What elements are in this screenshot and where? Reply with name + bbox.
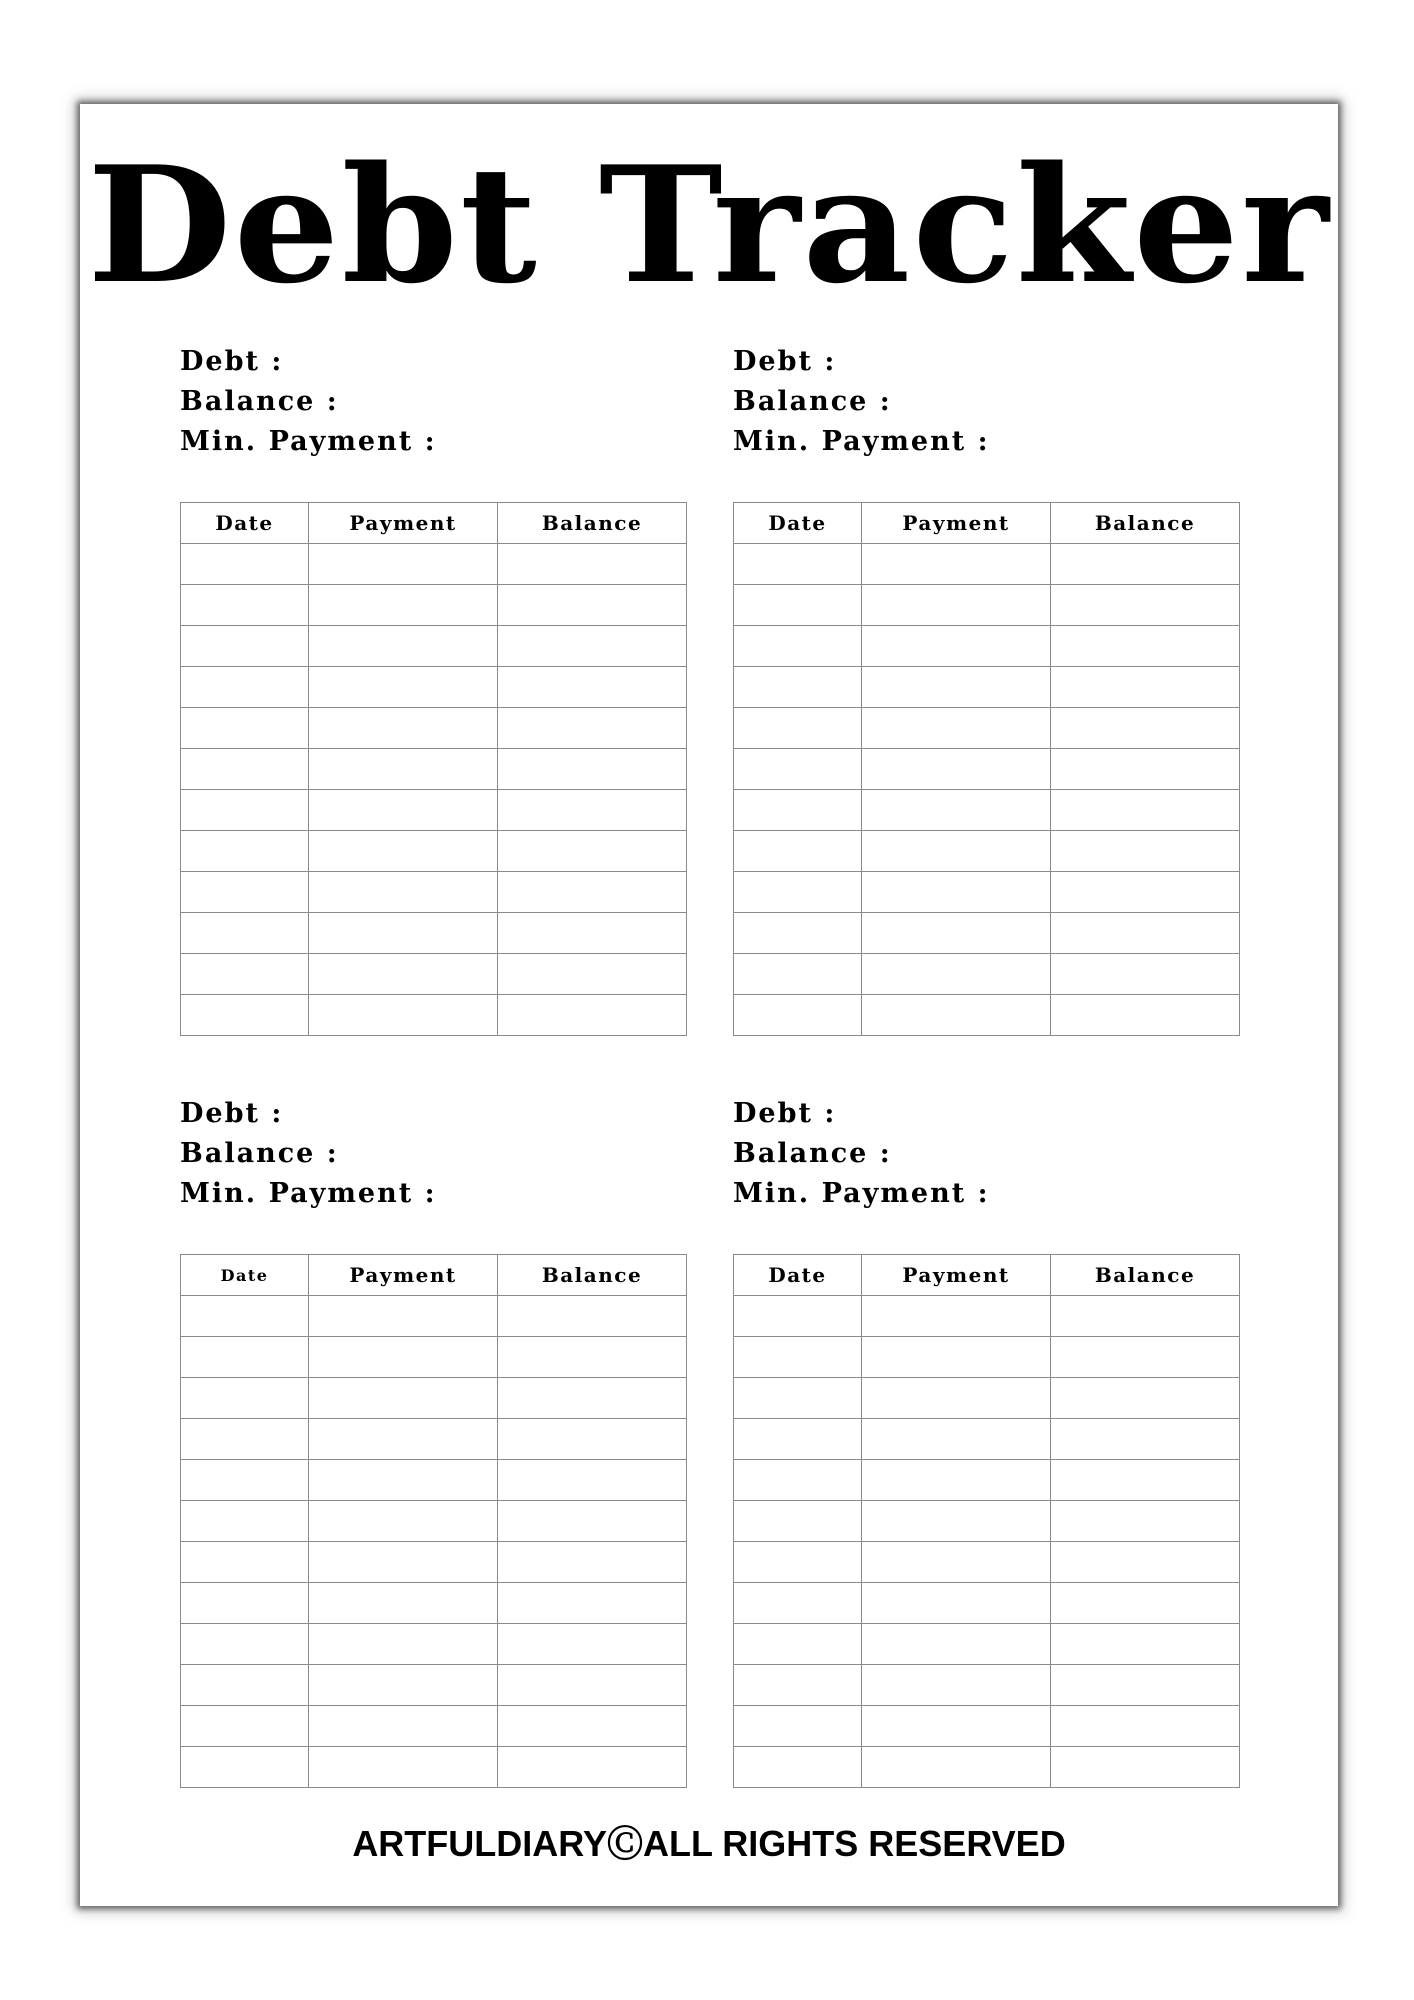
date-cell[interactable] (734, 1747, 862, 1788)
table-row (181, 1542, 687, 1583)
table-row (181, 626, 687, 667)
payment-ledger-table (733, 502, 1240, 1036)
balance-cell[interactable] (1051, 995, 1240, 1036)
balance-cell[interactable] (1051, 1706, 1240, 1747)
payment-cell[interactable] (862, 749, 1051, 790)
table-row (734, 831, 1240, 872)
date-cell[interactable] (734, 831, 862, 872)
payment-cell[interactable] (309, 585, 498, 626)
column-header-balance: Balance (498, 1255, 687, 1296)
payment-cell[interactable] (309, 913, 498, 954)
date-cell[interactable] (734, 1378, 862, 1419)
table-row (734, 1337, 1240, 1378)
balance-cell[interactable] (1051, 544, 1240, 585)
balance-cell[interactable] (498, 1624, 687, 1665)
table-row (181, 585, 687, 626)
payment-cell[interactable] (862, 1665, 1051, 1706)
date-cell[interactable] (181, 1296, 309, 1337)
payment-cell[interactable] (862, 954, 1051, 995)
date-cell[interactable] (181, 831, 309, 872)
debt-info (180, 342, 686, 502)
table-row (734, 585, 1240, 626)
payment-cell[interactable] (862, 1378, 1051, 1419)
min-payment-label: Min. Payment : (180, 426, 437, 457)
table-row (181, 1747, 687, 1788)
date-cell[interactable] (734, 544, 862, 585)
date-cell[interactable] (181, 954, 309, 995)
payment-cell[interactable] (862, 1419, 1051, 1460)
balance-cell[interactable] (1051, 872, 1240, 913)
date-cell[interactable] (734, 585, 862, 626)
debt-block-4 (733, 1094, 1239, 1788)
payment-cell[interactable] (862, 1706, 1051, 1747)
date-cell[interactable] (734, 913, 862, 954)
balance-cell[interactable] (498, 1501, 687, 1542)
debt-info (180, 1094, 686, 1254)
payment-cell[interactable] (862, 790, 1051, 831)
table-row (734, 1460, 1240, 1501)
date-cell[interactable] (181, 667, 309, 708)
payment-cell[interactable] (309, 626, 498, 667)
table-row (181, 1706, 687, 1747)
date-cell[interactable] (734, 1419, 862, 1460)
column-header-balance: Balance (498, 503, 687, 544)
table-row (734, 872, 1240, 913)
table-row (734, 1747, 1240, 1788)
payment-cell[interactable] (862, 1460, 1051, 1501)
payment-cell[interactable] (862, 872, 1051, 913)
table-row (181, 790, 687, 831)
balance-cell[interactable] (498, 995, 687, 1036)
table-row (181, 913, 687, 954)
balance-cell[interactable] (1051, 954, 1240, 995)
payment-ledger-table (180, 1254, 687, 1788)
payment-cell[interactable] (309, 1501, 498, 1542)
table-header-row (181, 1255, 687, 1296)
date-cell[interactable] (181, 1542, 309, 1583)
table-row (734, 1665, 1240, 1706)
payment-cell[interactable] (309, 1378, 498, 1419)
min-payment-label: Min. Payment : (733, 1178, 990, 1209)
date-cell[interactable] (181, 1624, 309, 1665)
balance-cell[interactable] (498, 585, 687, 626)
payment-cell[interactable] (309, 667, 498, 708)
ledger-rows (181, 544, 687, 1036)
column-header-payment: Payment (309, 1255, 498, 1296)
balance-cell[interactable] (1051, 749, 1240, 790)
table-row (181, 1624, 687, 1665)
payment-cell[interactable] (309, 1747, 498, 1788)
table-row (181, 1419, 687, 1460)
payment-ledger-table (180, 502, 687, 1036)
date-cell[interactable] (734, 1583, 862, 1624)
balance-cell[interactable] (1051, 585, 1240, 626)
table-row (181, 995, 687, 1036)
payment-cell[interactable] (862, 626, 1051, 667)
payment-cell[interactable] (309, 749, 498, 790)
debt-block-3 (180, 1094, 686, 1788)
debt-block-1 (180, 342, 686, 1036)
balance-cell[interactable] (1051, 1501, 1240, 1542)
payment-ledger-table (733, 1254, 1240, 1788)
date-cell[interactable] (734, 708, 862, 749)
balance-cell[interactable] (1051, 1542, 1240, 1583)
table-row (734, 1419, 1240, 1460)
balance-cell[interactable] (1051, 1378, 1240, 1419)
payment-cell[interactable] (309, 1460, 498, 1501)
payment-cell[interactable] (309, 544, 498, 585)
column-header-payment: Payment (862, 1255, 1051, 1296)
date-cell[interactable] (181, 1583, 309, 1624)
date-cell[interactable] (181, 1665, 309, 1706)
debt-label: Debt : (733, 1098, 837, 1129)
date-cell[interactable] (181, 1378, 309, 1419)
balance-cell[interactable] (498, 1460, 687, 1501)
date-cell[interactable] (734, 995, 862, 1036)
min-payment-label: Min. Payment : (180, 1178, 437, 1209)
debt-label: Debt : (180, 1098, 284, 1129)
balance-cell[interactable] (498, 1747, 687, 1788)
payment-cell[interactable] (862, 1337, 1051, 1378)
table-row (734, 1542, 1240, 1583)
ledger-rows (181, 1296, 687, 1788)
date-cell[interactable] (734, 790, 862, 831)
debt-label: Debt : (733, 346, 837, 377)
balance-cell[interactable] (498, 667, 687, 708)
balance-cell[interactable] (1051, 831, 1240, 872)
payment-cell[interactable] (309, 954, 498, 995)
table-row (181, 1337, 687, 1378)
date-cell[interactable] (181, 1419, 309, 1460)
payment-cell[interactable] (309, 790, 498, 831)
date-cell[interactable] (734, 1296, 862, 1337)
balance-cell[interactable] (498, 790, 687, 831)
table-row (181, 831, 687, 872)
payment-cell[interactable] (309, 1583, 498, 1624)
date-cell[interactable] (734, 954, 862, 995)
table-row (181, 954, 687, 995)
balance-cell[interactable] (1051, 708, 1240, 749)
date-cell[interactable] (181, 1706, 309, 1747)
date-cell[interactable] (734, 1501, 862, 1542)
balance-cell[interactable] (1051, 1419, 1240, 1460)
balance-cell[interactable] (1051, 1624, 1240, 1665)
payment-cell[interactable] (309, 1337, 498, 1378)
balance-cell[interactable] (498, 1665, 687, 1706)
balance-cell[interactable] (498, 1542, 687, 1583)
payment-cell[interactable] (862, 1583, 1051, 1624)
payment-cell[interactable] (309, 1296, 498, 1337)
date-cell[interactable] (181, 790, 309, 831)
payment-cell[interactable] (862, 667, 1051, 708)
payment-cell[interactable] (309, 831, 498, 872)
column-header-date: Date (181, 1255, 309, 1296)
balance-cell[interactable] (498, 749, 687, 790)
debt-info (733, 1094, 1239, 1254)
payment-cell[interactable] (309, 872, 498, 913)
payment-cell[interactable] (862, 995, 1051, 1036)
column-header-date: Date (181, 503, 309, 544)
payment-cell[interactable] (309, 1706, 498, 1747)
column-header-date: Date (734, 1255, 862, 1296)
balance-cell[interactable] (1051, 626, 1240, 667)
date-cell[interactable] (734, 1460, 862, 1501)
balance-cell[interactable] (498, 1337, 687, 1378)
balance-cell[interactable] (1051, 1583, 1240, 1624)
table-row (734, 790, 1240, 831)
debt-info (733, 342, 1239, 502)
table-row (734, 667, 1240, 708)
payment-cell[interactable] (862, 1747, 1051, 1788)
table-row (734, 1378, 1240, 1419)
table-row (181, 544, 687, 585)
table-row (181, 1583, 687, 1624)
date-cell[interactable] (734, 626, 862, 667)
date-cell[interactable] (181, 872, 309, 913)
table-row (181, 1460, 687, 1501)
balance-label: Balance : (180, 1138, 339, 1169)
balance-cell[interactable] (1051, 1337, 1240, 1378)
payment-cell[interactable] (862, 831, 1051, 872)
payment-cell[interactable] (862, 1296, 1051, 1337)
date-cell[interactable] (181, 1337, 309, 1378)
table-row (734, 913, 1240, 954)
balance-cell[interactable] (498, 544, 687, 585)
table-row (181, 1378, 687, 1419)
date-cell[interactable] (181, 1747, 309, 1788)
payment-cell[interactable] (309, 1624, 498, 1665)
payment-cell[interactable] (862, 1501, 1051, 1542)
date-cell[interactable] (181, 544, 309, 585)
table-row (734, 1706, 1240, 1747)
balance-cell[interactable] (498, 831, 687, 872)
table-row (734, 708, 1240, 749)
payment-cell[interactable] (862, 585, 1051, 626)
debt-block-2 (733, 342, 1239, 1036)
table-row (181, 749, 687, 790)
date-cell[interactable] (734, 1706, 862, 1747)
date-cell[interactable] (734, 1337, 862, 1378)
payment-cell[interactable] (862, 544, 1051, 585)
table-row (734, 1296, 1240, 1337)
table-row (734, 1501, 1240, 1542)
balance-cell[interactable] (498, 708, 687, 749)
date-cell[interactable] (181, 626, 309, 667)
balance-label: Balance : (733, 1138, 892, 1169)
balance-cell[interactable] (498, 1296, 687, 1337)
payment-cell[interactable] (309, 995, 498, 1036)
balance-label: Balance : (180, 386, 339, 417)
table-row (181, 1501, 687, 1542)
date-cell[interactable] (181, 1501, 309, 1542)
column-header-payment: Payment (309, 503, 498, 544)
ledger-rows (734, 544, 1240, 1036)
date-cell[interactable] (181, 585, 309, 626)
printable-sheet (80, 104, 1338, 1906)
date-cell[interactable] (181, 913, 309, 954)
date-cell[interactable] (181, 749, 309, 790)
payment-cell[interactable] (862, 708, 1051, 749)
date-cell[interactable] (734, 1665, 862, 1706)
table-row (734, 1583, 1240, 1624)
date-cell[interactable] (734, 1542, 862, 1583)
table-row (181, 708, 687, 749)
balance-cell[interactable] (1051, 667, 1240, 708)
table-row (734, 995, 1240, 1036)
date-cell[interactable] (181, 1460, 309, 1501)
ledger-rows (734, 1296, 1240, 1788)
copyright-footer: ARTFULDIARYⒸALL RIGHTS RESERVED (352, 1823, 1066, 1864)
payment-cell[interactable] (309, 708, 498, 749)
date-cell[interactable] (734, 872, 862, 913)
balance-cell[interactable] (1051, 1460, 1240, 1501)
balance-cell[interactable] (1051, 1296, 1240, 1337)
min-payment-label: Min. Payment : (733, 426, 990, 457)
balance-cell[interactable] (1051, 790, 1240, 831)
payment-cell[interactable] (862, 1624, 1051, 1665)
balance-cell[interactable] (1051, 1747, 1240, 1788)
table-row (181, 667, 687, 708)
date-cell[interactable] (181, 995, 309, 1036)
table-header-row (181, 503, 687, 544)
debt-label: Debt : (180, 346, 284, 377)
balance-cell[interactable] (498, 1419, 687, 1460)
payment-cell[interactable] (862, 913, 1051, 954)
payment-cell[interactable] (862, 1542, 1051, 1583)
table-row (181, 872, 687, 913)
column-header-payment: Payment (862, 503, 1051, 544)
page-title: Debt Tracker (87, 131, 1331, 319)
balance-cell[interactable] (498, 1706, 687, 1747)
date-cell[interactable] (181, 708, 309, 749)
date-cell[interactable] (734, 749, 862, 790)
date-cell[interactable] (734, 667, 862, 708)
balance-cell[interactable] (498, 954, 687, 995)
balance-cell[interactable] (498, 626, 687, 667)
column-header-balance: Balance (1051, 503, 1240, 544)
balance-cell[interactable] (498, 872, 687, 913)
balance-cell[interactable] (1051, 913, 1240, 954)
payment-cell[interactable] (309, 1542, 498, 1583)
payment-cell[interactable] (309, 1419, 498, 1460)
table-header-row (734, 1255, 1240, 1296)
table-row (181, 1665, 687, 1706)
table-row (734, 1624, 1240, 1665)
balance-cell[interactable] (498, 913, 687, 954)
column-header-balance: Balance (1051, 1255, 1240, 1296)
date-cell[interactable] (734, 1624, 862, 1665)
balance-label: Balance : (733, 386, 892, 417)
table-row (734, 749, 1240, 790)
table-row (181, 1296, 687, 1337)
table-row (734, 544, 1240, 585)
table-header-row (734, 503, 1240, 544)
table-row (734, 954, 1240, 995)
column-header-date: Date (734, 503, 862, 544)
balance-cell[interactable] (498, 1583, 687, 1624)
balance-cell[interactable] (1051, 1665, 1240, 1706)
payment-cell[interactable] (309, 1665, 498, 1706)
balance-cell[interactable] (498, 1378, 687, 1419)
table-row (734, 626, 1240, 667)
